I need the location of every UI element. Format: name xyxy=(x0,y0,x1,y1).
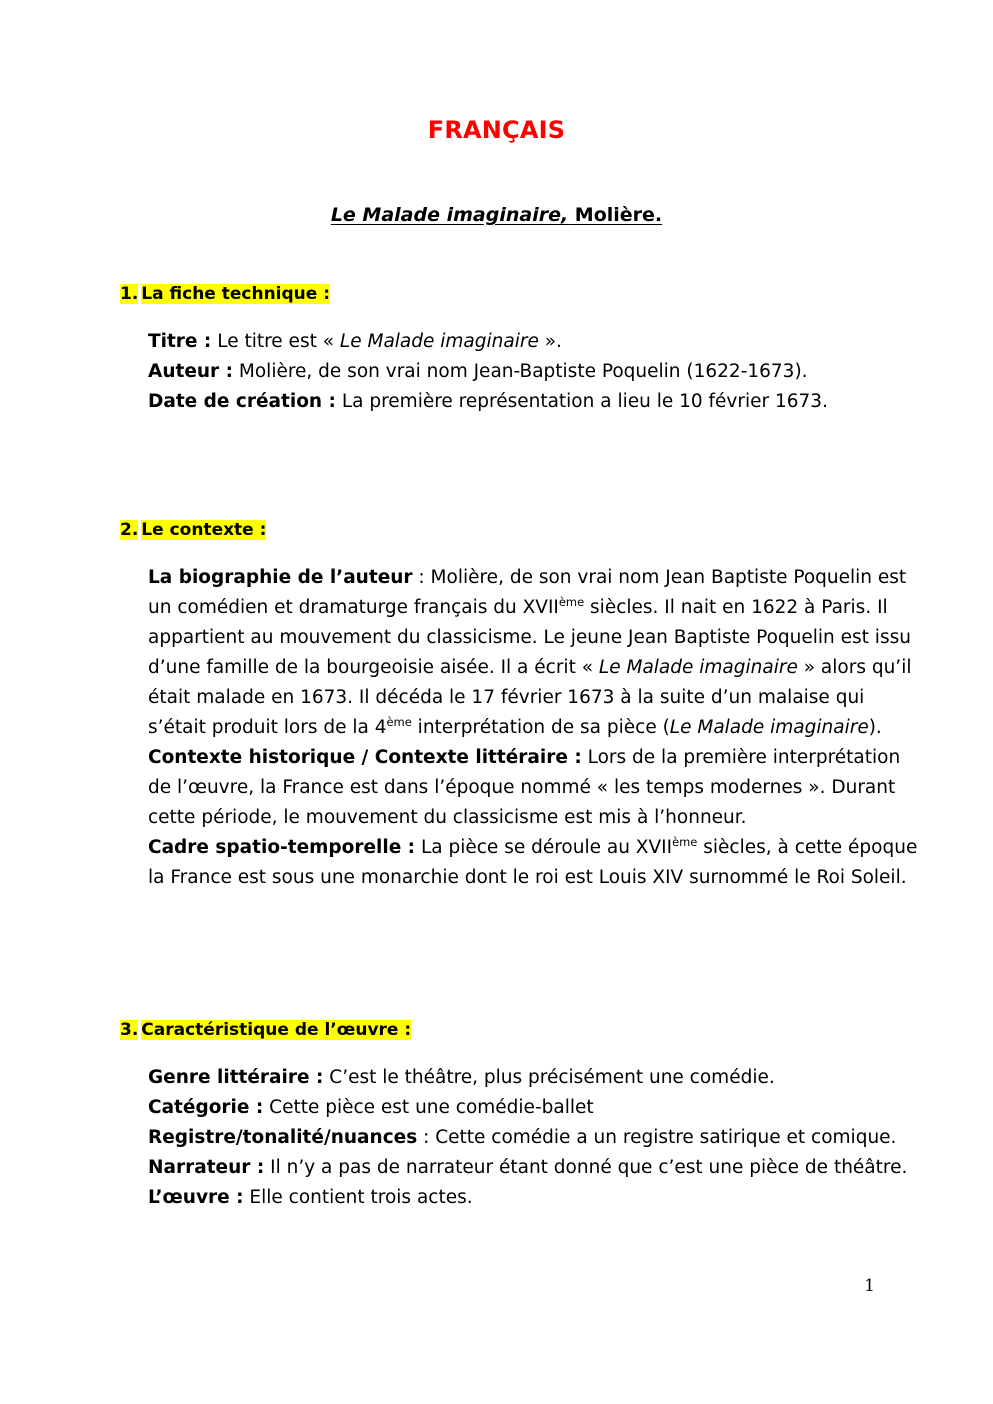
entry-genre-litteraire-label: Genre littéraire : xyxy=(148,1067,324,1088)
entry-genre-litteraire xyxy=(148,1063,920,1093)
entry-contexte-historique-label: Contexte historique / Contexte littéraire : xyxy=(148,747,582,768)
entry-contexte-historique-text: Lors de la première interprétation de l’œuvre, la France est dans l’époque nommé « les temps modernes ». Durant cette période, le mouvement du classicisme est mis à l’honneur. xyxy=(148,747,901,828)
entry-registre-label: Registre/tonalité/nuances xyxy=(148,1127,418,1148)
entry-titre-text-before: Le titre est « xyxy=(211,331,340,352)
entry-genre-litteraire-text: C’est le théâtre, plus précisément une comédie. xyxy=(323,1067,775,1088)
entry-oeuvre xyxy=(148,1183,920,1213)
section-1-heading-label: La fiche technique : xyxy=(141,284,331,304)
entry-cadre-seg1: La pièce se déroule au XVII xyxy=(415,837,673,858)
entry-cadre-label: Cadre spatio-temporelle : xyxy=(148,837,416,858)
entry-titre-label: Titre : xyxy=(148,331,212,352)
entry-categorie-text: Cette pièce est une comédie-ballet xyxy=(263,1097,594,1118)
section-2 xyxy=(120,518,920,893)
entry-date-creation-label: Date de création : xyxy=(148,391,336,412)
page-number: 1 xyxy=(864,1276,875,1296)
subtitle-separator: , xyxy=(560,204,569,226)
page-title: FRANÇAIS xyxy=(427,116,566,144)
section-3-number: 3. xyxy=(120,1020,139,1040)
entry-biographie-sup1: ème xyxy=(558,594,585,609)
section-3-heading-label: Caractéristique de l’œuvre : xyxy=(141,1020,412,1040)
entry-narrateur-label: Narrateur : xyxy=(148,1157,265,1178)
entry-date-creation-text: La première représentation a lieu le 10 février 1673. xyxy=(335,391,828,412)
entry-cadre-seg2: siècles, à cette époque la France est sous une monarchie dont le roi est Louis XIV surnommé le Roi Soleil. xyxy=(148,837,918,888)
entry-biographie-italic1: Le Malade imaginaire xyxy=(598,657,798,678)
document-subtitle xyxy=(0,204,993,226)
entry-registre-text: : Cette comédie a un registre satirique et comique. xyxy=(417,1127,897,1148)
entry-titre-italic: Le Malade imaginaire xyxy=(339,331,539,352)
section-3 xyxy=(120,1018,920,1213)
entry-titre xyxy=(148,327,920,357)
entry-date-creation xyxy=(148,387,920,417)
entry-contexte-historique xyxy=(148,743,920,833)
section-2-body xyxy=(148,563,920,893)
section-2-heading-label: Le contexte : xyxy=(141,520,267,540)
entry-auteur-label: Auteur : xyxy=(148,361,234,382)
subtitle-author: Molière. xyxy=(568,204,663,226)
entry-biographie-sup2: ème xyxy=(386,714,412,729)
entry-oeuvre-text: Elle contient trois actes. xyxy=(243,1187,473,1208)
section-2-heading xyxy=(120,518,920,542)
entry-categorie-label: Catégorie : xyxy=(148,1097,264,1118)
entry-oeuvre-label: L’œuvre : xyxy=(148,1187,244,1208)
section-1-number: 1. xyxy=(120,284,139,304)
section-1 xyxy=(120,282,920,417)
section-3-body xyxy=(148,1063,920,1213)
entry-biographie-italic2: Le Malade imaginaire xyxy=(669,717,869,738)
entry-biographie-label: La biographie de l’auteur xyxy=(148,567,413,588)
entry-auteur-text: Molière, de son vrai nom Jean-Baptiste Poquelin (1622-1673). xyxy=(233,361,808,382)
section-3-heading xyxy=(120,1018,920,1042)
entry-titre-text-after: ». xyxy=(538,331,562,352)
entry-biographie-seg4: interprétation de sa pièce ( xyxy=(411,717,670,738)
entry-biographie xyxy=(148,563,920,743)
entry-categorie xyxy=(148,1093,920,1123)
entry-biographie-seg1: : Molière, de son vrai nom Jean Baptiste Poquelin est un comédien et dramaturge français du XVII xyxy=(148,567,907,618)
section-1-body xyxy=(148,327,920,417)
entry-narrateur xyxy=(148,1153,920,1183)
entry-narrateur-text: Il n’y a pas de narrateur étant donné que c’est une pièce de théâtre. xyxy=(264,1157,908,1178)
entry-biographie-seg5: ). xyxy=(868,717,882,738)
entry-biographie-seg3: » alors qu’il était malade en 1673. Il décéda le 17 février 1673 à la suite d’un malaise qui s’était produit lors de la 4 xyxy=(148,657,912,738)
section-1-heading xyxy=(120,282,920,306)
entry-registre xyxy=(148,1123,920,1153)
entry-biographie-seg2: siècles. Il nait en 1622 à Paris. Il appartient au mouvement du classicisme. Le jeune Jean Baptiste Poquelin est issu d’une famille de la bourgeoisie aisée. Il a écrit « xyxy=(148,597,911,678)
section-2-number: 2. xyxy=(120,520,139,540)
subtitle-work-title: Le Malade imaginaire xyxy=(330,204,561,226)
entry-cadre-spatio-temporelle xyxy=(148,833,920,893)
entry-auteur xyxy=(148,357,920,387)
entry-cadre-sup1: ème xyxy=(672,834,698,849)
